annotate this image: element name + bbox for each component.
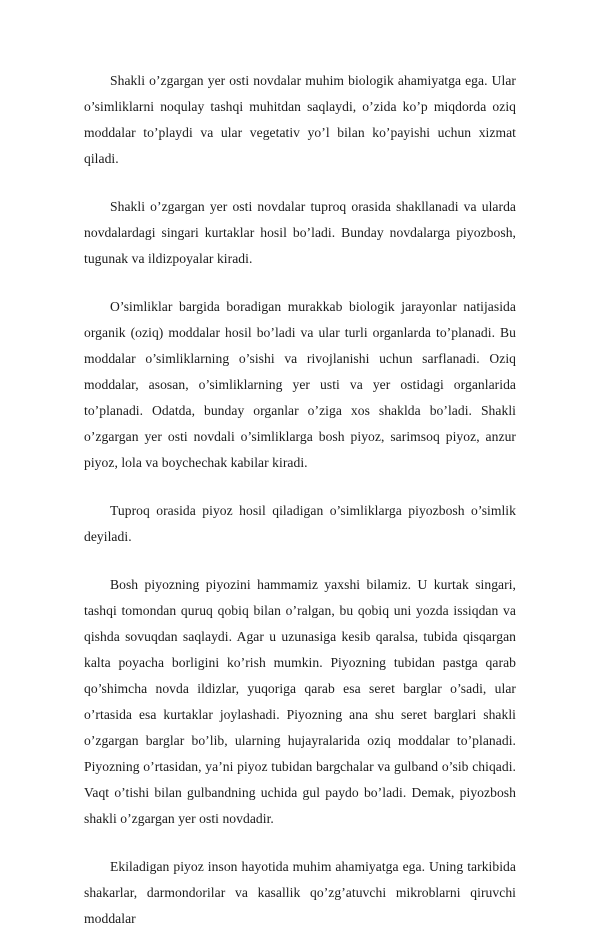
paragraph: Shakli o’zgargan yer osti novdalar tuproq orasida shakllanadi va ularda novdalardagi singari kurtaklar hosil bo’ladi. Bunday novdalarga piyozbosh, tugunak va ildizpoyalar kiradi. — [84, 199, 516, 266]
paragraph: Shakli o’zgargan yer osti novdalar muhim biologik ahamiyatga ega. Ular o’simliklarni noqulay tashqi muhitdan saqlaydi, o’zida ko’p miqdorda oziq moddalar to’playdi va ular vegetativ yo’l bilan ko’payishi uchun xizmat qiladi. — [84, 73, 516, 166]
paragraph: Bosh piyozning piyozini hammamiz yaxshi bilamiz. U kurtak singari, tashqi tomondan quruq qobiq bilan o’ralgan, bu qobiq uni yozda issiqdan va qishda sovuqdan saqlaydi. Agar u uzunasiga kesib qaralsa, tubida qisqargan kalta poyacha borligini ko’rish mumkin. Piyozning tubidan pastga qarab qo’shimcha novda ildizlar, yuqoriga qarab esa seret barglar o’sadi, ular o’rtasida esa kurtaklar joylashadi. Piyozning ana shu seret barglari shakli o’zgargan barglar bo’lib, ularning hujayralarida oziq moddalar to’planadi. Piyozning o’rtasidan, ya’ni piyoz tubidan bargchalar va gulband o’sib chiqadi. Vaqt o’tishi bilan gulbandning uchida gul paydo bo’ladi. Demak, piyozbosh shakli o’zgargan yer osti novdadir. — [84, 577, 516, 826]
paragraph: Ekiladigan piyoz inson hayotida muhim ahamiyatga ega. Uning tarkibida shakarlar, darmondorilar va kasallik qo’zg’atuvchi mikroblarni qiruvchi moddalar — [84, 859, 516, 926]
paragraph: O’simliklar bargida boradigan murakkab biologik jarayonlar natijasida organik (oziq) moddalar hosil bo’ladi va ular turli organlarda to’planadi. Bu moddalar o’simliklarning o’sishi va rivojlanishi uchun sarflanadi. Oziq moddalar, asosan, o’simliklarning yer usti va yer ostidagi organlarida to’planadi. Odatda, bunday organlar o’ziga xos shaklda bo’ladi. Shakli o’zgargan yer osti novdali o’simliklarga bosh piyoz, sarimsoq piyoz, anzur piyoz, lola va boychechak kabilar kiradi. — [84, 299, 516, 470]
paragraph: Tuproq orasida piyoz hosil qiladigan o’simliklarga piyozbosh o’simlik deyiladi. — [84, 503, 516, 544]
